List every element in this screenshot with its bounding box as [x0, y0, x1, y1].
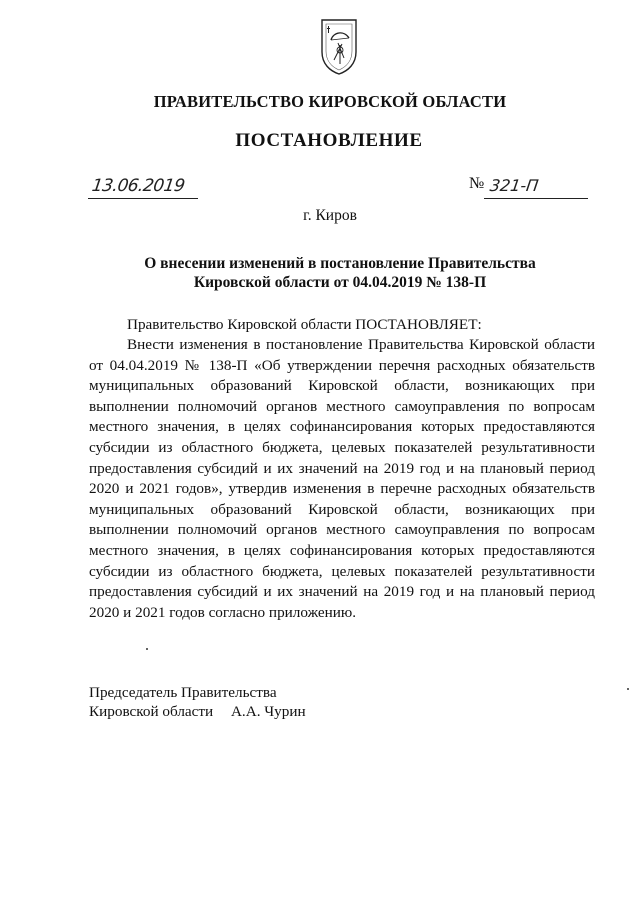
signatory-position-line-1: Председатель Правительства: [89, 684, 277, 701]
date-field: [88, 176, 198, 199]
document-date: 13.06.2019: [90, 176, 186, 196]
number-label: №: [469, 175, 485, 192]
signatory-position-line-2: Кировской области: [89, 703, 214, 720]
city: г. Киров: [303, 207, 357, 224]
document-title: [130, 254, 550, 292]
scan-speck: [627, 688, 629, 690]
title-line-2: Кировской области от 04.04.2019 № 138-П: [193, 274, 487, 291]
body-paragraph-2: Внести изменения в постановление Правительства Кировской области от 04.04.2019 № 138-П «Об утверждении перечня расходных обязательств муниципальных образований Кировской области, возникающих при выполнении полномочий органов местного самоуправления по вопросам местного значения, в целях софинансирования которых предоставляются субсидии из областного бюджета, целевых показателей результативности предоставления субсидий и их значений на 2019 год и на плановый период 2020 и 2021 годов», утвердив изменения в перечне расходных обязательств муниципальных образований Кировской области, возникающих при выполнении полномочий органов местного самоуправления по вопросам местного значения, в целях софинансирования которых предоставляются субсидии из областного бюджета, целевых показателей результативности предоставления субсидий и их значений на 2019 год и на плановый период 2020 и 2021 годов согласно приложению.: [89, 336, 595, 621]
signatory-row: [89, 702, 306, 721]
scan-speck: [146, 648, 148, 650]
document-type: ПОСТАНОВЛЕНИЕ: [235, 130, 423, 151]
title-line-1: О внесении изменений в постановление Правительства: [144, 255, 536, 272]
number-field: [484, 176, 588, 199]
body-paragraph-1: Правительство Кировской области ПОСТАНОВЛЯЕТ:: [127, 316, 482, 333]
document-number: 321-П: [488, 176, 540, 195]
organization-name: ПРАВИТЕЛЬСТВО КИРОВСКОЙ ОБЛАСТИ: [153, 92, 507, 111]
signature-block: [89, 683, 306, 721]
signatory-name: А.А. Чурин: [230, 703, 306, 720]
kirov-coat-of-arms-icon: [320, 18, 358, 76]
